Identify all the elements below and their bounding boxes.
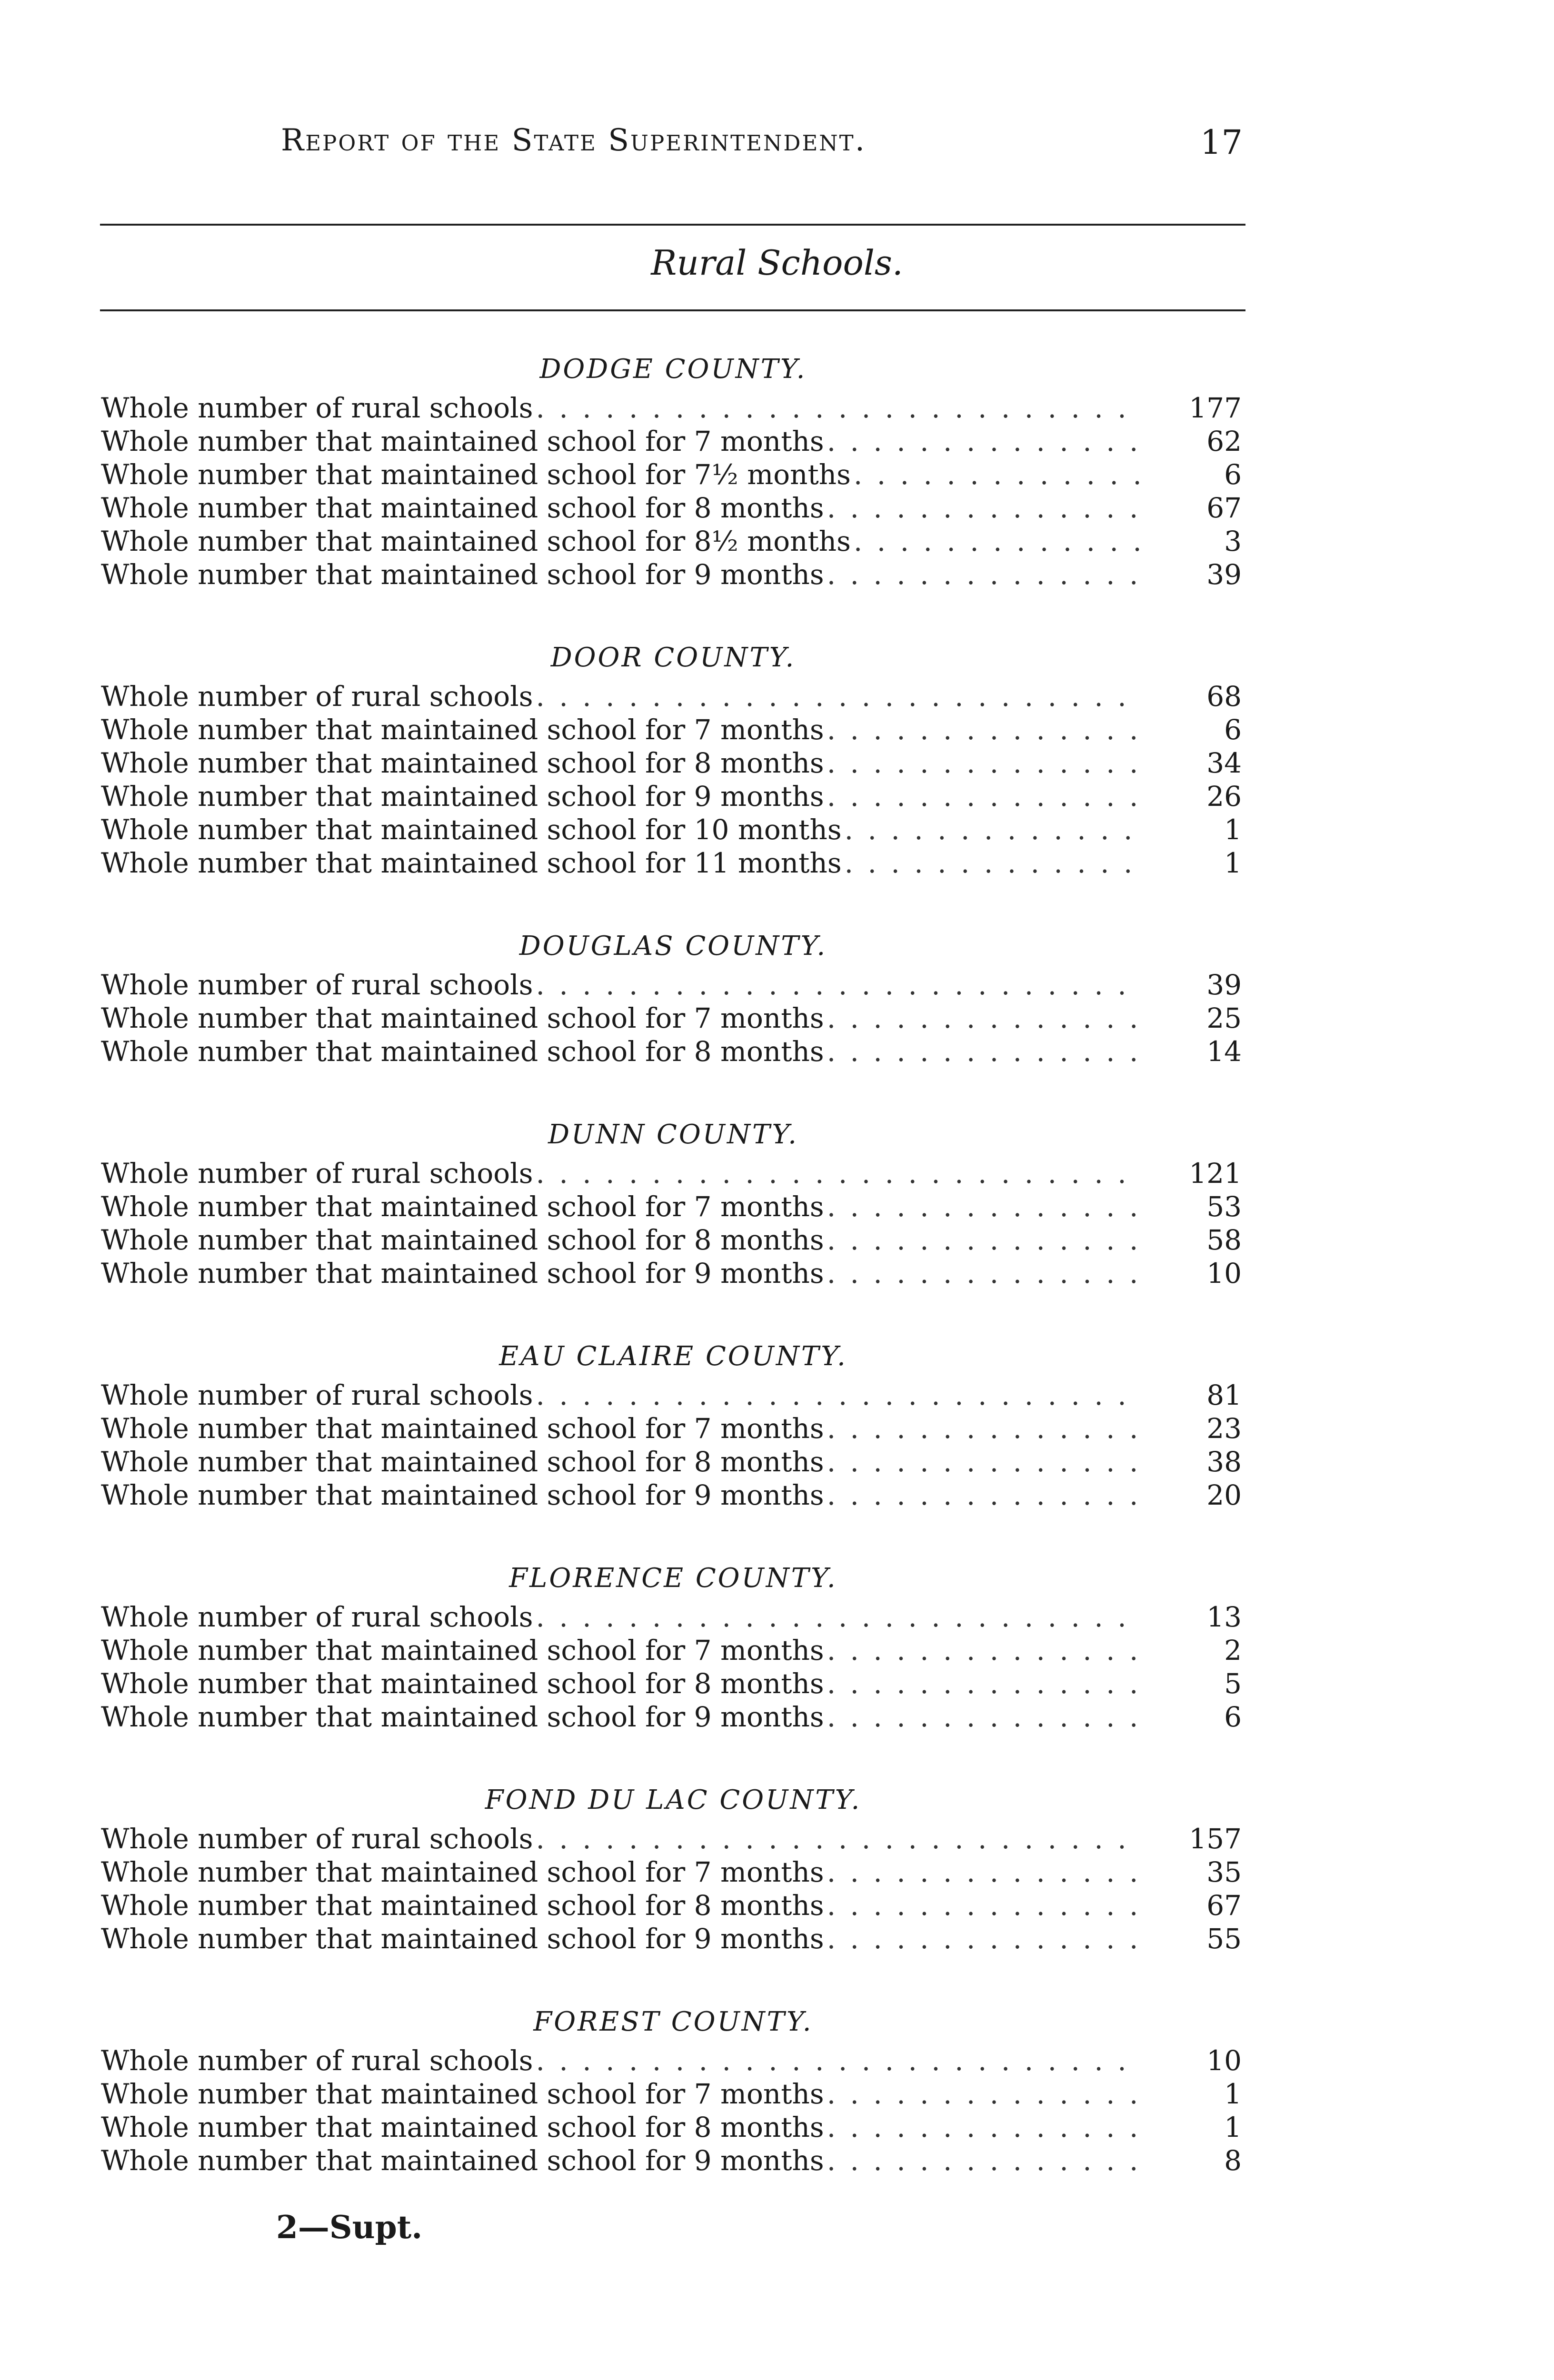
section-spacer (101, 591, 1245, 636)
table-row (101, 746, 1245, 780)
row-value: 3 (1224, 525, 1242, 557)
section-spacer (101, 1955, 1245, 2000)
row-label: Whole number that maintained school for 7 months (101, 714, 824, 746)
county-heading: FOND DU LAC COUNTY. (485, 1785, 862, 1815)
row-value: 1 (1224, 2078, 1242, 2110)
county-heading: DOUGLAS COUNTY. (519, 931, 827, 962)
table-row (101, 1157, 1245, 1190)
row-label: Whole number that maintained school for 8 months (101, 747, 824, 779)
row-label: Whole number that maintained school for 9 months (101, 558, 824, 591)
row-value: 5 (1224, 1667, 1242, 1700)
row-label-group (101, 1700, 1142, 1734)
county-section (101, 1335, 1245, 1557)
row-label-group (101, 491, 1142, 525)
row-label-group (101, 1035, 1142, 1068)
row-label-group (101, 1822, 1142, 1855)
row-label: Whole number that maintained school for 8 months (101, 1889, 824, 1922)
row-value: 81 (1206, 1379, 1242, 1411)
county-section (101, 1557, 1245, 1778)
county-list (101, 347, 1245, 2177)
table-row (101, 1445, 1245, 1478)
row-label: Whole number that maintained school for 7 months (101, 2078, 824, 2110)
table-row (101, 846, 1245, 880)
row-label-group (101, 2044, 1142, 2077)
row-label-group (101, 780, 1142, 813)
table-row (101, 491, 1245, 525)
row-label: Whole number that maintained school for 7 months (101, 1412, 824, 1445)
dot-leader (827, 1257, 1142, 1290)
dot-leader (827, 1889, 1142, 1922)
table-row (101, 1378, 1245, 1412)
table-row (101, 1190, 1245, 1223)
row-value: 68 (1206, 680, 1242, 713)
dot-leader (827, 713, 1142, 746)
dot-leader (827, 1035, 1142, 1068)
dot-leader (827, 1190, 1142, 1223)
dot-leader (827, 780, 1142, 813)
row-label-group (101, 1157, 1142, 1190)
row-label-group (101, 1445, 1142, 1478)
section-spacer (101, 1512, 1245, 1557)
row-label: Whole number that maintained school for 7 months (101, 1190, 824, 1223)
table-row (101, 1257, 1245, 1290)
dot-leader (827, 1922, 1142, 1955)
dot-leader (827, 425, 1142, 458)
dot-leader (536, 1378, 1142, 1412)
row-value: 8 (1224, 2144, 1242, 2177)
row-label: Whole number that maintained school for 8 months (101, 492, 824, 524)
row-label: Whole number that maintained school for 8 months (101, 1035, 824, 1068)
county-section (101, 1778, 1245, 2000)
row-label: Whole number that maintained school for 9 months (101, 1701, 824, 1733)
row-value: 2 (1224, 1634, 1242, 1666)
row-label-group (101, 525, 1142, 558)
dot-leader (536, 1822, 1142, 1855)
row-label: Whole number of rural schools (101, 2044, 533, 2077)
table-row (101, 1922, 1245, 1955)
table-row (101, 1412, 1245, 1445)
dot-leader (536, 2044, 1142, 2077)
county-section (101, 924, 1245, 1113)
table-row (101, 968, 1245, 1002)
table-row (101, 525, 1245, 558)
dot-leader (827, 558, 1142, 591)
dot-leader (827, 2111, 1142, 2144)
table-row (101, 1855, 1245, 1889)
dot-leader (827, 1445, 1142, 1478)
table-row (101, 1889, 1245, 1922)
row-label-group (101, 1922, 1142, 1955)
row-value: 10 (1206, 2044, 1242, 2077)
section-spacer (101, 880, 1245, 924)
row-value: 6 (1224, 1701, 1242, 1733)
dot-leader (536, 680, 1142, 713)
table-row (101, 391, 1245, 425)
table-row (101, 1035, 1245, 1068)
table-row (101, 458, 1245, 491)
row-value: 25 (1206, 1002, 1242, 1034)
row-label-group (101, 1855, 1142, 1889)
signature-mark: 2—Supt. (276, 2209, 423, 2246)
row-value: 1 (1224, 813, 1242, 846)
row-label-group (101, 1667, 1142, 1700)
row-value: 62 (1206, 425, 1242, 457)
table-row (101, 2077, 1245, 2111)
row-value: 39 (1206, 558, 1242, 591)
row-value: 1 (1224, 2111, 1242, 2143)
table-row (101, 780, 1245, 813)
row-label: Whole number that maintained school for 11 months (101, 847, 842, 879)
table-row (101, 1002, 1245, 1035)
table-row (101, 1700, 1245, 1734)
dot-leader (854, 458, 1142, 491)
row-value: 10 (1206, 1257, 1242, 1289)
row-label: Whole number that maintained school for 8 months (101, 1446, 824, 1478)
row-label: Whole number of rural schools (101, 392, 533, 424)
row-label-group (101, 2144, 1142, 2177)
row-label: Whole number of rural schools (101, 969, 533, 1001)
dot-leader (827, 1223, 1142, 1257)
row-label-group (101, 813, 1142, 846)
row-label-group (101, 458, 1142, 491)
table-row (101, 1634, 1245, 1667)
row-value: 1 (1224, 847, 1242, 879)
county-section (101, 347, 1245, 636)
section-title: Rural Schools. (651, 243, 903, 283)
dot-leader (827, 1667, 1142, 1700)
table-row (101, 680, 1245, 713)
county-heading: DODGE COUNTY. (539, 354, 807, 385)
row-label: Whole number that maintained school for 9 months (101, 2144, 824, 2177)
table-row (101, 1600, 1245, 1634)
row-label-group (101, 1257, 1142, 1290)
row-value: 14 (1206, 1035, 1242, 1068)
table-row (101, 813, 1245, 846)
row-value: 35 (1206, 1856, 1242, 1888)
table-row (101, 558, 1245, 591)
dot-leader (827, 746, 1142, 780)
row-label-group (101, 1412, 1142, 1445)
row-label: Whole number of rural schools (101, 1601, 533, 1633)
row-label-group (101, 1002, 1142, 1035)
row-label-group (101, 425, 1142, 458)
dot-leader (827, 491, 1142, 525)
dot-leader (845, 813, 1142, 846)
row-label-group (101, 846, 1142, 880)
dot-leader (536, 391, 1142, 425)
row-value: 58 (1206, 1224, 1242, 1256)
row-label: Whole number that maintained school for 9 months (101, 1923, 824, 1955)
row-label-group (101, 1478, 1142, 1512)
row-label-group (101, 558, 1142, 591)
row-label-group (101, 2111, 1142, 2144)
county-heading: FLORENCE COUNTY. (509, 1563, 837, 1594)
row-value: 23 (1206, 1412, 1242, 1445)
row-label-group (101, 1889, 1142, 1922)
row-value: 13 (1206, 1601, 1242, 1633)
row-label: Whole number that maintained school for 8 months (101, 2111, 824, 2143)
row-label: Whole number that maintained school for 7 months (101, 1002, 824, 1034)
row-label-group (101, 968, 1142, 1002)
dot-leader (827, 1700, 1142, 1734)
section-spacer (101, 1290, 1245, 1335)
row-label-group (101, 1634, 1142, 1667)
row-label: Whole number that maintained school for 9 months (101, 780, 824, 813)
dot-leader (827, 1002, 1142, 1035)
running-head: Report of the State Superintendent. (281, 123, 867, 158)
county-section (101, 636, 1245, 924)
row-value: 20 (1206, 1479, 1242, 1511)
dot-leader (827, 2077, 1142, 2111)
section-spacer (101, 1068, 1245, 1113)
dot-leader (827, 1634, 1142, 1667)
dot-leader (536, 1157, 1142, 1190)
row-label-group (101, 746, 1142, 780)
dot-leader (536, 1600, 1142, 1634)
row-label: Whole number that maintained school for 9 months (101, 1257, 824, 1289)
row-label: Whole number that maintained school for 7½ months (101, 458, 851, 491)
county-heading: DOOR COUNTY. (550, 642, 796, 673)
row-value: 34 (1206, 747, 1242, 779)
row-label: Whole number that maintained school for 8 months (101, 1667, 824, 1700)
section-spacer (101, 1734, 1245, 1778)
row-label-group (101, 680, 1142, 713)
row-value: 6 (1224, 714, 1242, 746)
dot-leader (827, 1412, 1142, 1445)
dot-leader (827, 2144, 1142, 2177)
row-label: Whole number of rural schools (101, 1157, 533, 1190)
row-value: 55 (1206, 1923, 1242, 1955)
top-rule (100, 224, 1245, 226)
row-label-group (101, 2077, 1142, 2111)
row-value: 39 (1206, 969, 1242, 1001)
dot-leader (536, 968, 1142, 1002)
dot-leader (827, 1478, 1142, 1512)
row-label-group (101, 391, 1142, 425)
county-heading: FOREST COUNTY. (533, 2006, 813, 2037)
dot-leader (827, 1855, 1142, 1889)
dot-leader (854, 525, 1142, 558)
county-section (101, 2000, 1245, 2177)
row-value: 26 (1206, 780, 1242, 813)
row-value: 67 (1206, 492, 1242, 524)
row-label: Whole number that maintained school for 10 months (101, 813, 842, 846)
row-value: 67 (1206, 1889, 1242, 1922)
row-label: Whole number of rural schools (101, 1823, 533, 1855)
row-label: Whole number of rural schools (101, 1379, 533, 1411)
table-row (101, 2144, 1245, 2177)
table-row (101, 1822, 1245, 1855)
row-label: Whole number that maintained school for 8 months (101, 1224, 824, 1256)
row-value: 53 (1206, 1190, 1242, 1223)
bottom-rule (100, 309, 1245, 311)
table-row (101, 713, 1245, 746)
row-label: Whole number that maintained school for 7 months (101, 425, 824, 457)
row-label-group (101, 1378, 1142, 1412)
row-label: Whole number that maintained school for 9 months (101, 1479, 824, 1511)
row-value: 177 (1189, 392, 1242, 424)
row-value: 6 (1224, 458, 1242, 491)
row-label-group (101, 1223, 1142, 1257)
row-label: Whole number of rural schools (101, 680, 533, 713)
row-label: Whole number that maintained school for 8½ months (101, 525, 851, 557)
county-heading: EAU CLAIRE COUNTY. (499, 1341, 847, 1372)
row-label-group (101, 713, 1142, 746)
row-label-group (101, 1190, 1142, 1223)
table-row (101, 2044, 1245, 2077)
table-row (101, 1478, 1245, 1512)
row-label: Whole number that maintained school for 7 months (101, 1856, 824, 1888)
row-label-group (101, 1600, 1142, 1634)
row-label: Whole number that maintained school for 7 months (101, 1634, 824, 1666)
table-row (101, 1667, 1245, 1700)
page-number: 17 (1200, 123, 1243, 162)
row-value: 38 (1206, 1446, 1242, 1478)
table-row (101, 2111, 1245, 2144)
table-row (101, 1223, 1245, 1257)
table-row (101, 425, 1245, 458)
row-value: 121 (1189, 1157, 1242, 1190)
county-section (101, 1113, 1245, 1335)
dot-leader (845, 846, 1142, 880)
county-heading: DUNN COUNTY. (548, 1119, 798, 1150)
row-value: 157 (1189, 1823, 1242, 1855)
